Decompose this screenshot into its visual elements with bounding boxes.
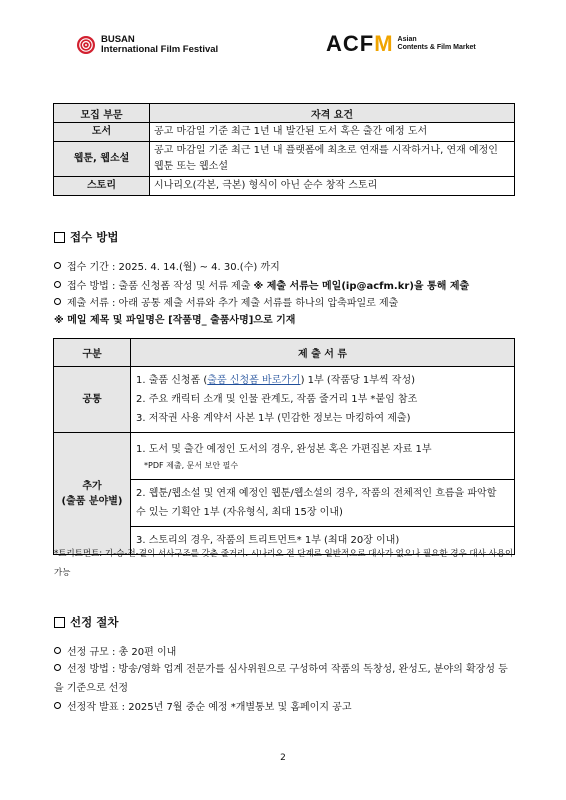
biff-brand bbox=[76, 35, 218, 55]
category-cell: 웹툰, 웹소설 bbox=[54, 142, 150, 177]
section-heading-selection bbox=[54, 614, 118, 630]
biff-name-line1: BUSAN bbox=[101, 34, 135, 45]
column-header: 모집 부문 bbox=[54, 104, 150, 123]
section-title: 선정 절차 bbox=[70, 615, 119, 629]
documents-cell: 2. 웹툰/웹소설 및 연재 예정인 웹툰/웹소설의 경우, 작품의 전체적인 흐름을 파악할 수 있는 기획안 1부 (자유형식, 최대 15장 이내) bbox=[131, 480, 515, 527]
method-note: ※ 제출 서류는 메일(ip@acfm.kr)을 통해 제출 bbox=[253, 281, 470, 292]
biff-name bbox=[101, 35, 218, 55]
documents-cell bbox=[131, 367, 515, 433]
scale-text: 선정 규모 : 총 20편 이내 bbox=[67, 647, 177, 658]
documents-cell bbox=[131, 433, 515, 480]
category-cell bbox=[54, 433, 131, 555]
column-header: 제 출 서 류 bbox=[131, 339, 515, 367]
document-item-note: *PDF 제출, 문서 보안 필수 bbox=[144, 460, 239, 470]
list-item bbox=[54, 698, 352, 713]
list-item bbox=[54, 643, 176, 658]
section-heading-submission bbox=[54, 229, 118, 245]
period-text: 접수 기간 : 2025. 4. 14.(월) ~ 4. 30.(수) 까지 bbox=[67, 262, 280, 273]
acfm-sub-line1: Asian bbox=[397, 36, 417, 43]
category-cell: 도서 bbox=[54, 123, 150, 142]
document-item-text: 1. 출품 신청폼 ( bbox=[136, 375, 208, 386]
requirement-cell: 공고 마감일 기준 최근 1년 내 플랫폼에 최초로 연재를 시작하거나, 연재 예정인 웹툰 또는 웹소설 bbox=[150, 142, 515, 177]
bullet-ring-icon bbox=[54, 262, 61, 269]
acfm-subtitle bbox=[398, 36, 476, 52]
category-sublabel: (출품 분야별) bbox=[61, 495, 123, 507]
category-label: 추가 bbox=[82, 480, 102, 492]
biff-name-line2: International Film Festival bbox=[101, 44, 219, 55]
announce-text: 선정작 발표 : 2025년 7월 중순 예정 *개별통보 및 홈페이지 공고 bbox=[67, 702, 352, 713]
application-form-link[interactable]: 출품 신청폼 바로가기 bbox=[207, 375, 301, 386]
bullet-ring-icon bbox=[54, 298, 61, 305]
section-title: 접수 방법 bbox=[70, 230, 119, 244]
list-item bbox=[54, 277, 469, 292]
document-item bbox=[136, 371, 509, 390]
acfm-logo bbox=[326, 33, 394, 55]
biff-logo-icon bbox=[76, 35, 96, 55]
checkbox-square-icon bbox=[54, 617, 65, 628]
table-header-row bbox=[54, 339, 515, 367]
list-item bbox=[54, 660, 514, 698]
selection-method-text: 선정 방법 : 방송/영화 업계 전문가를 심사위원으로 구성하여 작품의 독창성, 완성도, 분야의 확장성 등을 기준으로 선정 bbox=[54, 664, 508, 694]
table-row bbox=[54, 367, 515, 433]
bullet-ring-icon bbox=[54, 702, 61, 709]
category-cell: 스토리 bbox=[54, 177, 150, 196]
table-row bbox=[54, 177, 515, 196]
column-header: 자격 요건 bbox=[150, 104, 515, 123]
table-row bbox=[54, 123, 515, 142]
documents-cell: 3. 스토리의 경우, 작품의 트리트먼트* 1부 (최대 20장 이내) bbox=[131, 527, 515, 555]
category-cell: 공통 bbox=[54, 367, 131, 433]
requirement-cell: 공고 마감일 기준 최근 1년 내 발간된 도서 혹은 출간 예정 도서 bbox=[150, 123, 515, 142]
table-row bbox=[54, 433, 515, 480]
checkbox-square-icon bbox=[54, 232, 65, 243]
page-header bbox=[0, 0, 566, 70]
mail-note: ※ 메일 제목 및 파일명은 [작품명_ 출품사명]으로 기재 bbox=[54, 315, 296, 326]
acfm-logo-part2: M bbox=[374, 31, 394, 56]
method-text: 접수 방법 : 출품 신청폼 작성 및 서류 제출 bbox=[67, 281, 251, 292]
bullet-ring-icon bbox=[54, 647, 61, 654]
document-item: 1. 도서 및 출간 예정인 도서의 경우, 완성본 혹은 가편집본 자료 1부 bbox=[136, 443, 432, 455]
document-item-text: ) 1부 (작품당 1부씩 작성) bbox=[300, 375, 416, 386]
table-header-row bbox=[54, 104, 515, 123]
table-row bbox=[54, 142, 515, 177]
list-item bbox=[54, 294, 398, 309]
list-item bbox=[54, 258, 280, 273]
column-header: 구분 bbox=[54, 339, 131, 367]
document-item: 3. 저작권 사용 계약서 사본 1부 (민감한 정보는 마킹하여 제출) bbox=[136, 413, 411, 424]
treatment-footnote: *트리트먼트: 기-승-전-결의 서사구조를 갖춘 줄거리. 시나리오 전 단계로 일반적으로 대사가 없으나 필요한 경우 대사 사용이 가능 bbox=[54, 549, 514, 578]
page-number: 2 bbox=[280, 753, 286, 763]
acfm-logo-part1: ACF bbox=[326, 31, 375, 56]
acfm-sub-line2: Contents & Film Market bbox=[397, 44, 476, 51]
acfm-brand bbox=[326, 33, 476, 55]
eligibility-table bbox=[53, 103, 515, 196]
documents-text: 제출 서류 : 아래 공통 제출 서류와 추가 제출 서류를 하나의 압축파일로 제출 bbox=[67, 298, 399, 309]
documents-table bbox=[53, 338, 515, 555]
requirement-cell: 시나리오(각본, 극본) 형식이 아닌 순수 창작 스토리 bbox=[150, 177, 515, 196]
document-item: 2. 주요 캐릭터 소개 및 인물 관계도, 작품 줄거리 1부 *붙임 참조 bbox=[136, 394, 418, 405]
bullet-ring-icon bbox=[54, 281, 61, 288]
bullet-ring-icon bbox=[54, 664, 61, 671]
